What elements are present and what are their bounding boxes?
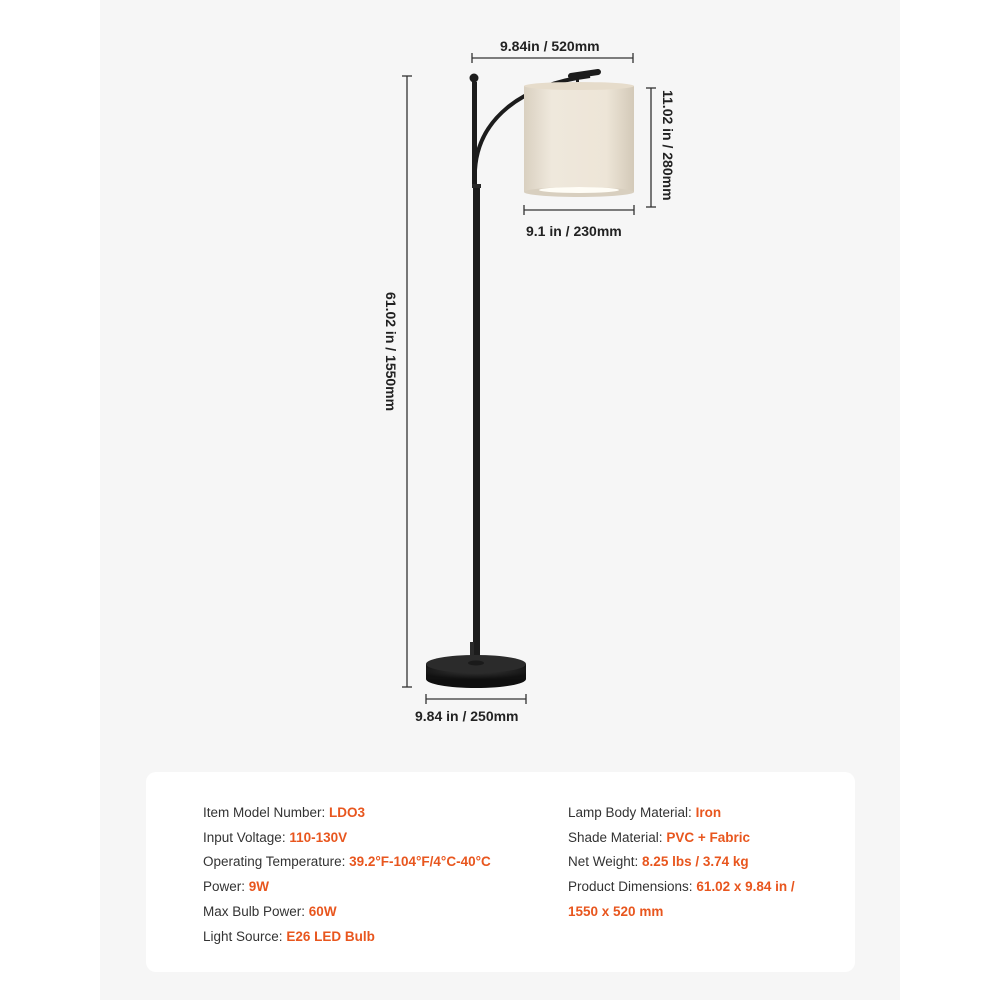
lamp-shade	[524, 82, 634, 197]
spec-power: Power: 9W	[203, 879, 270, 894]
shade-height-label: 11.02 in / 280mm	[660, 90, 676, 201]
shade-width-label: 9.1 in / 230mm	[526, 223, 622, 239]
spec-light-source: Light Source: E26 LED Bulb	[203, 929, 375, 944]
spec-operating-temperature: Operating Temperature: 39.2°F-104°F/4°C-40°C	[203, 854, 491, 869]
spec-model-number: Item Model Number: LDO3	[203, 805, 366, 820]
spec-max-bulb-power: Max Bulb Power: 60W	[203, 904, 337, 919]
total-height-label: 61.02 in / 1550mm	[383, 292, 399, 412]
spec-net-weight: Net Weight: 8.25 lbs / 3.74 kg	[568, 854, 749, 869]
spec-body-material: Lamp Body Material: Iron	[568, 805, 722, 820]
base-width-label: 9.84 in / 250mm	[415, 708, 519, 724]
top-width-label: 9.84in / 520mm	[500, 38, 600, 54]
spec-input-voltage: Input Voltage: 110-130V	[203, 830, 348, 845]
spec-product-dimensions: Product Dimensions: 61.02 x 9.84 in /	[568, 879, 795, 894]
spec-product-dimensions-metric: 1550 x 520 mm	[568, 904, 664, 919]
spec-shade-material: Shade Material: PVC + Fabric	[568, 830, 750, 845]
